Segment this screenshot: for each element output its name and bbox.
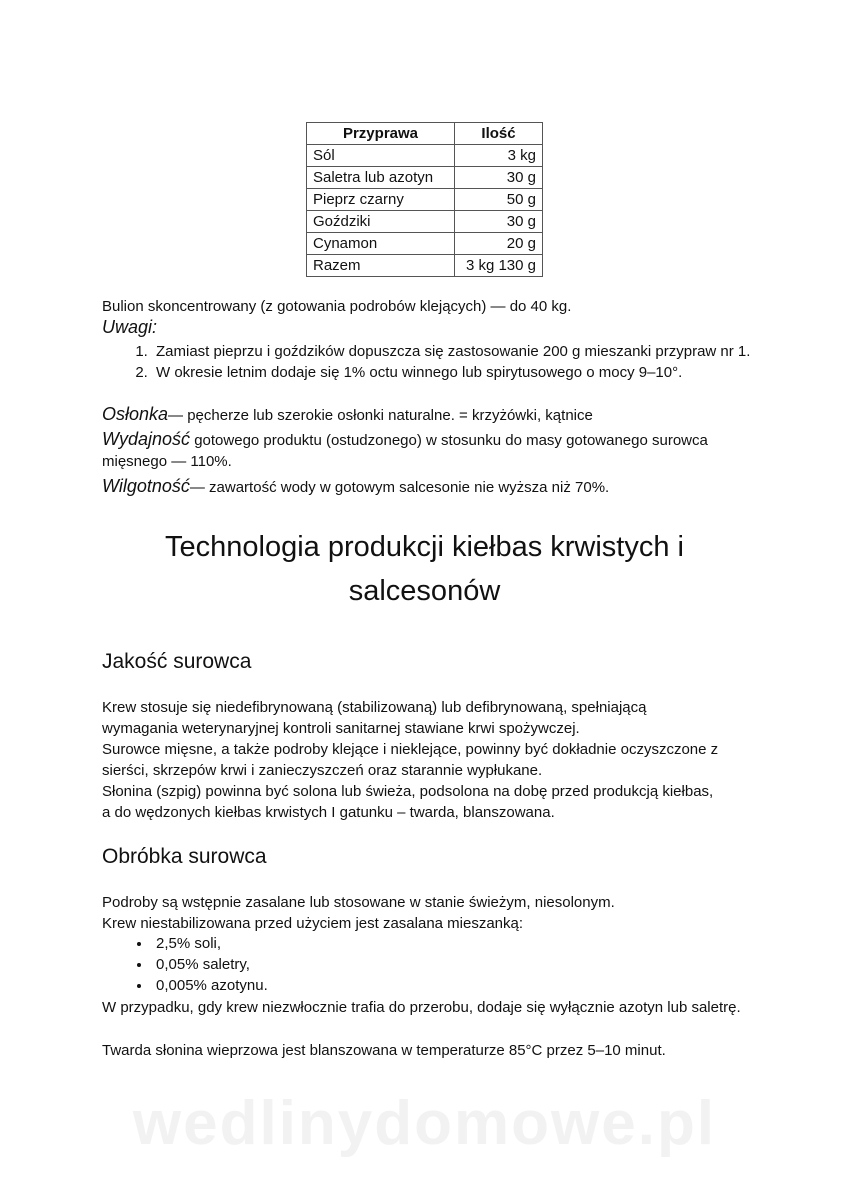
uwagi-heading: Uwagi: — [102, 317, 158, 337]
processing-after-2: Twarda słonina wieprzowa jest blanszowana w temperaturze 85°C przez 5–10 minut. — [102, 1042, 666, 1059]
table-cell: 30 g — [455, 167, 543, 189]
watermark: wedlinydomowe.pl — [132, 1089, 717, 1158]
section-heading-processing: Obróbka surowca — [102, 845, 267, 868]
table-cell: Saletra lub azotyn — [307, 167, 455, 189]
table-cell: 3 kg — [455, 145, 543, 167]
list-item: • 0,005% azotynu. — [152, 975, 268, 996]
table-cell: Razem — [307, 255, 455, 277]
oslonka-label: Osłonka — [102, 404, 169, 424]
processing-after-1: W przypadku, gdy krew niezwłocznie trafia do przerobu, dodaje się wyłącznie azotyn lub saletrę. — [102, 999, 741, 1016]
table-cell: Goździki — [307, 211, 455, 233]
quality-paragraph-2: Surowce mięsne, a także podroby klejące i nieklejące, powinny być dokładnie oczyszczone z sierści, skrzepów krwi i zanieczyszczeń oraz starannie wypłukane. — [102, 741, 719, 779]
table-cell: Cynamon — [307, 233, 455, 255]
section-heading-quality: Jakość surowca — [102, 650, 252, 673]
wydajnosc-paragraph — [102, 429, 742, 472]
column-header-spice: Przyprawa — [307, 123, 455, 145]
list-item: • 2,5% soli, — [152, 933, 268, 954]
wilgotnosc-label: Wilgotność — [102, 476, 190, 496]
table-cell: Pieprz czarny — [307, 189, 455, 211]
page-title — [0, 525, 849, 613]
table-row — [307, 211, 543, 233]
page-title-text: Technologia produkcji kiełbas krwistych i salcesonów — [164, 531, 684, 607]
quality-paragraph-3: Słonina (szpig) powinna być solona lub świeża, podsolona na dobę przed produkcją kiełbas, a do wędzonych kiełbas krwistych I gatunku – twarda, blanszowana. — [102, 783, 714, 821]
table-cell: 30 g — [455, 211, 543, 233]
notes-list — [102, 341, 812, 383]
oslonka-text: — pęcherze lub szerokie osłonki naturalne. = krzyżówki, kątnice — [168, 407, 593, 424]
table-row — [307, 167, 543, 189]
table-header-row — [307, 123, 543, 145]
quality-paragraph-1: Krew stosuje się niedefibrynowaną (stabilizowaną) lub defibrynowaną, spełniającą wymagania weterynaryjnej kontroli sanitarnej stawiane krwi spożywczej. — [102, 699, 647, 737]
column-header-amount: Ilość — [455, 123, 543, 145]
bulion-line: Bulion skoncentrowany (z gotowania podrobów klejących) — do 40 kg. — [102, 298, 572, 315]
list-item: 2. W okresie letnim dodaje się 1% octu winnego lub spirytusowego o mocy 9–10°. — [152, 362, 812, 383]
table-row — [307, 189, 543, 211]
list-item: 1. Zamiast pieprzu i goździków dopuszcza się zastosowanie 200 g mieszanki przypraw nr 1. — [152, 341, 812, 362]
oslonka-paragraph — [102, 404, 762, 426]
wydajnosc-text: gotowego produktu (ostudzonego) w stosunku do masy gotowanego surowca mięsnego — 110%. — [102, 432, 708, 470]
spice-table — [306, 122, 543, 277]
table-cell: 3 kg 130 g — [455, 255, 543, 277]
table-cell: 20 g — [455, 233, 543, 255]
processing-intro-2: Krew niestabilizowana przed użyciem jest zasalana mieszanką: — [102, 915, 524, 932]
table-cell: Sól — [307, 145, 455, 167]
wilgotnosc-paragraph — [102, 476, 762, 498]
mixture-list — [102, 933, 268, 996]
list-item: • 0,05% saletry, — [152, 954, 268, 975]
wydajnosc-label: Wydajność — [102, 429, 191, 449]
table-row — [307, 233, 543, 255]
wilgotnosc-text: — zawartość wody w gotowym salcesonie nie wyższa niż 70%. — [189, 479, 610, 496]
processing-intro-1: Podroby są wstępnie zasalane lub stosowane w stanie świeżym, niesolonym. — [102, 894, 615, 911]
table-cell: 50 g — [455, 189, 543, 211]
table-row — [307, 255, 543, 277]
table-row — [307, 145, 543, 167]
